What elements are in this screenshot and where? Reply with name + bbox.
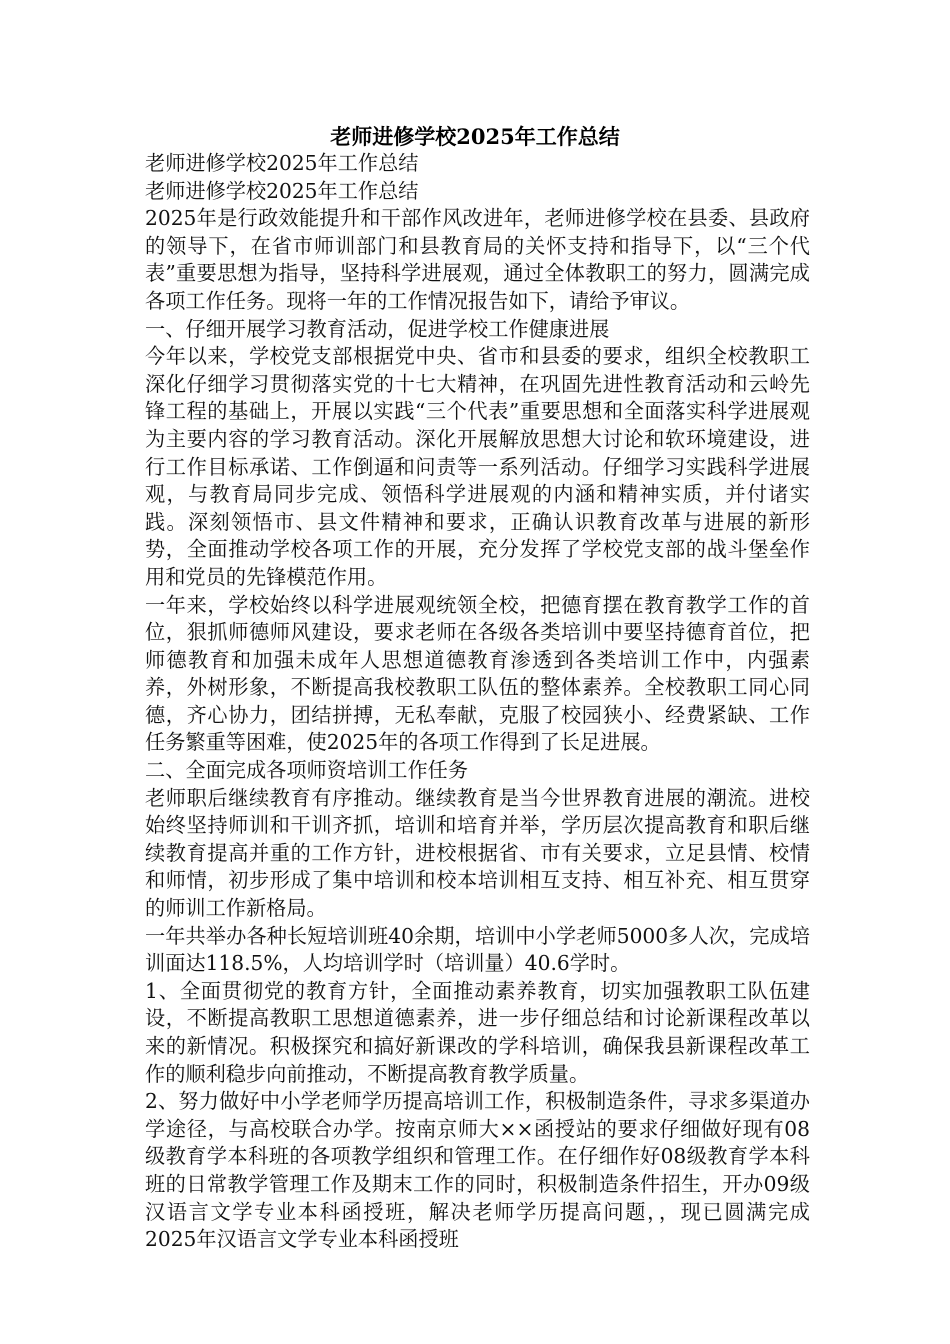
document-body xyxy=(145,150,810,1254)
paragraph-item-2: 2、努力做好中小学老师学历提高培训工作，积极制造条件，寻求多渠道办学途径，与高校联合办学。按南京师大××函授站的要求仔细做好现有08级教育学本科班的各项教学组织和管理工作。在仔细作好08级教育学本科班的日常教学管理工作及期末工作的同时，积极制造条件招生，开办09级汉语言文学专业本科函授班，解决老师学历提高问题，，现已圆满完成2025年汉语言文学专业本科函授班 xyxy=(145,1089,810,1252)
document-title: 老师进修学校2025年工作总结 xyxy=(330,124,620,149)
paragraph-moral-education: 一年来，学校始终以科学进展观统领全校，把德育摆在教育教学工作的首位，狠抓师德师风建设，要求老师在各级各类培训中要坚持德育首位，把师德教育和加强未成年人思想道德教育渗透到各类培训工作中，内强素养，外树形象，不断提高我校教职工队伍的整体素养。全校教职工同心同德，齐心协力，团结拼搏，无私奉献，克服了校园狭小、经费紧缺、工作任务繁重等困难，使2025年的各项工作得到了长足进展。 xyxy=(145,592,810,755)
paragraph-subtitle-2: 老师进修学校2025年工作总结 xyxy=(145,178,419,203)
paragraph-continuing-education: 老师职后继续教育有序推动。继续教育是当今世界教育进展的潮流。进校始终坚持师训和干训齐抓，培训和培育并举，学历层次提高教育和职后继续教育提高并重的工作方针，进校根据省、市有关要求，立足县情、校情和师情，初步形成了集中培训和校本培训相互支持、相互补充、相互贯穿的师训工作新格局。 xyxy=(145,785,810,921)
section-heading-2: 二、全面完成各项师资培训工作任务 xyxy=(145,758,469,783)
section-heading-1: 一、仔细开展学习教育活动，促进学校工作健康进展 xyxy=(145,316,610,341)
paragraph-party-study: 今年以来，学校党支部根据党中央、省市和县委的要求，组织全校教职工深化仔细学习贯彻落实党的十七大精神，在巩固先进性教育活动和云岭先锋工程的基础上，开展以实践“三个代表”重要思想和全面落实科学进展观为主要内容的学习教育活动。深化开展解放思想大讨论和软环境建设，进行工作目标承诺、工作倒逼和问责等一系列活动。仔细学习实践科学进展观，与教育局同步完成、领悟科学进展观的内涵和精神实质，并付诸实践。深刻领悟市、县文件精神和要求，正确认识教育改革与进展的新形势，全面推动学校各项工作的开展，充分发挥了学校党支部的战斗堡垒作用和党员的先锋模范作用。 xyxy=(145,344,810,589)
paragraph-intro: 2025年是行政效能提升和干部作风改进年，老师进修学校在县委、县政府的领导下，在省市师训部门和县教育局的关怀支持和指导下，以“三个代表”重要思想为指导，坚持科学进展观，通过全体教职工的努力，圆满完成各项工作任务。现将一年的工作情况报告如下，请给予审议。 xyxy=(145,206,810,313)
paragraph-subtitle-1: 老师进修学校2025年工作总结 xyxy=(145,151,419,175)
paragraph-item-1: 1、全面贯彻党的教育方针，全面推动素养教育，切实加强教职工队伍建设，不断提高教职工思想道德素养，进一步仔细总结和讨论新课程改革以来的新情况。积极探究和搞好新课改的学科培训，确保我县新课程改革工作的顺利稳步向前推动，不断提高教育教学质量。 xyxy=(145,978,810,1086)
paragraph-training-stats: 一年共举办各种长短培训班40余期，培训中小学老师5000多人次，完成培训面达118.5%，人均培训学时（培训量）40.6学时。 xyxy=(145,923,810,976)
